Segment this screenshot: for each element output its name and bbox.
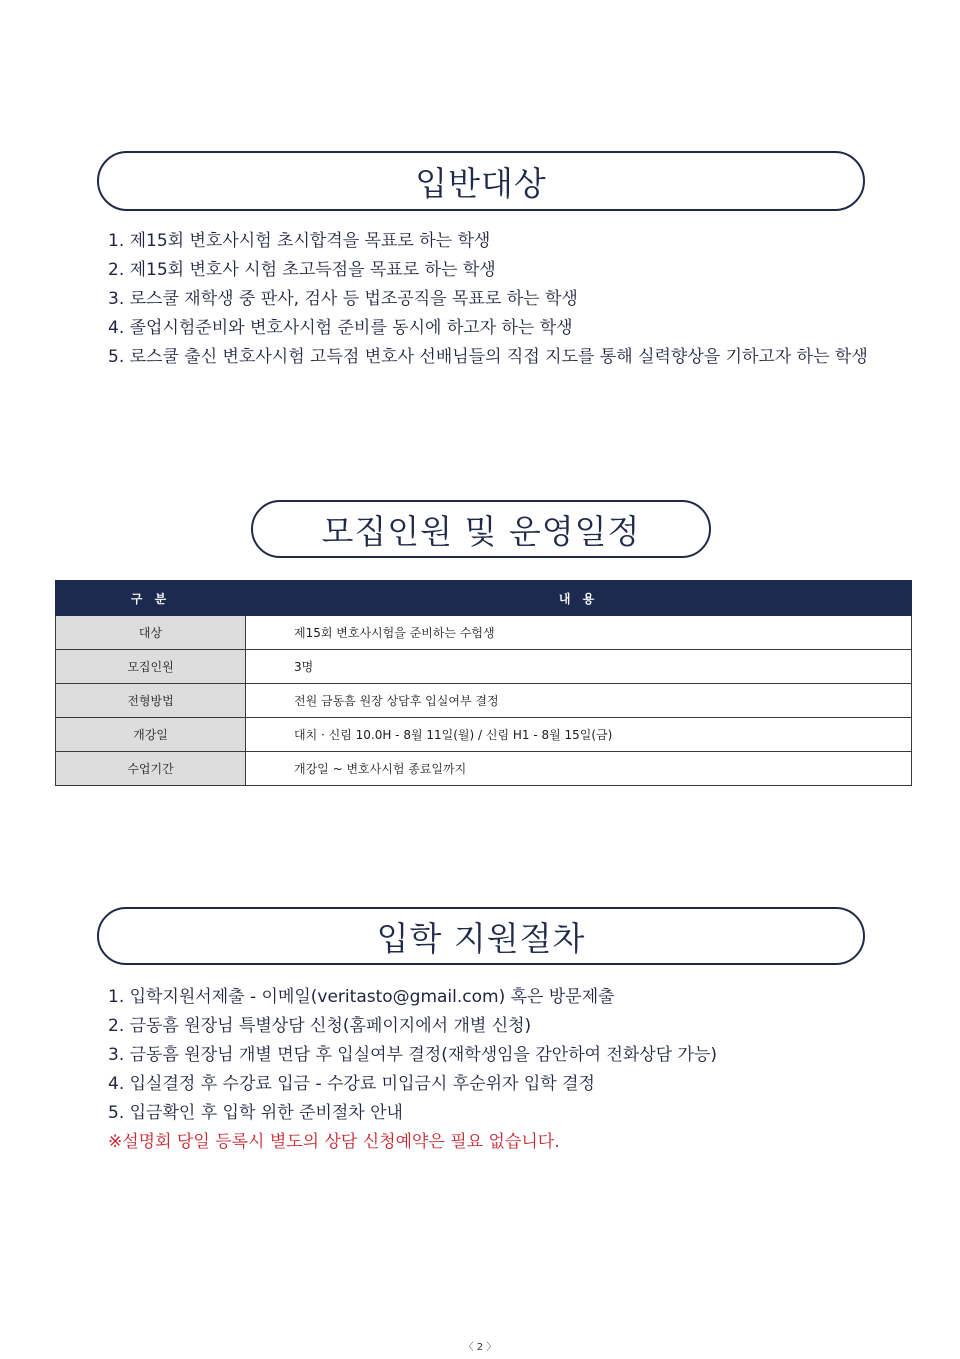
section-title-schedule: 모집인원 및 운영일정 (251, 500, 711, 558)
row-category: 수업기간 (56, 752, 246, 786)
list-item: 4. 입실결정 후 수강료 입금 - 수강료 미입금시 후순위자 입학 결정 (108, 1074, 595, 1094)
schedule-table (55, 580, 912, 786)
list-item: 5. 로스쿨 출신 변호사시험 고득점 변호사 선배님들의 직접 지도를 통해 실력향상을 기하고자 하는 학생 (108, 347, 868, 367)
section-title-target: 입반대상 (97, 151, 865, 211)
row-content: 전원 금동흠 원장 상담후 입실여부 결정 (246, 684, 912, 718)
list-item: 4. 졸업시험준비와 변호사시험 준비를 동시에 하고자 하는 학생 (108, 318, 573, 338)
table-row (56, 616, 912, 650)
header-category: 구 분 (56, 581, 246, 616)
table-row (56, 684, 912, 718)
row-content: 대치 · 신림 10.0H - 8월 11일(월) / 신림 H1 - 8월 15일(금) (246, 718, 912, 752)
row-content: 개강일 ~ 변호사시험 종료일까지 (246, 752, 912, 786)
row-content: 제15회 변호사시험을 준비하는 수험생 (246, 616, 912, 650)
list-item: 3. 로스쿨 재학생 중 판사, 검사 등 법조공직을 목표로 하는 학생 (108, 289, 578, 309)
row-content: 3명 (246, 650, 912, 684)
list-item: 3. 금동흠 원장님 개별 면담 후 입실여부 결정(재학생임을 감안하여 전화상담 가능) (108, 1045, 718, 1065)
table-row (56, 650, 912, 684)
table-row (56, 752, 912, 786)
row-category: 전형방법 (56, 684, 246, 718)
table-header-row (56, 581, 912, 616)
row-category: 대상 (56, 616, 246, 650)
procedure-list (108, 983, 717, 1157)
header-content: 내 용 (246, 581, 912, 616)
row-category: 개강일 (56, 718, 246, 752)
target-list (108, 227, 868, 372)
list-item: 1. 제15회 변호사시험 초시합격을 목표로 하는 학생 (108, 231, 491, 251)
list-item: 5. 입금확인 후 입학 위한 준비절차 안내 (108, 1103, 403, 1123)
list-item: 2. 금동흠 원장님 특별상담 신청(홈페이지에서 개별 신청) (108, 1016, 532, 1036)
page-number: 〈 2 〉 (463, 1342, 497, 1353)
list-item: 2. 제15회 변호사 시험 초고득점을 목표로 하는 학생 (108, 260, 496, 280)
registration-note: ※설명회 당일 등록시 별도의 상담 신청예약은 필요 없습니다. (108, 1132, 560, 1152)
row-category: 모집인원 (56, 650, 246, 684)
table-row (56, 718, 912, 752)
list-item: 1. 입학지원서제출 - 이메일(veritasto@gmail.com) 혹은 방문제출 (108, 987, 615, 1007)
section-title-procedure: 입학 지원절차 (97, 907, 865, 965)
